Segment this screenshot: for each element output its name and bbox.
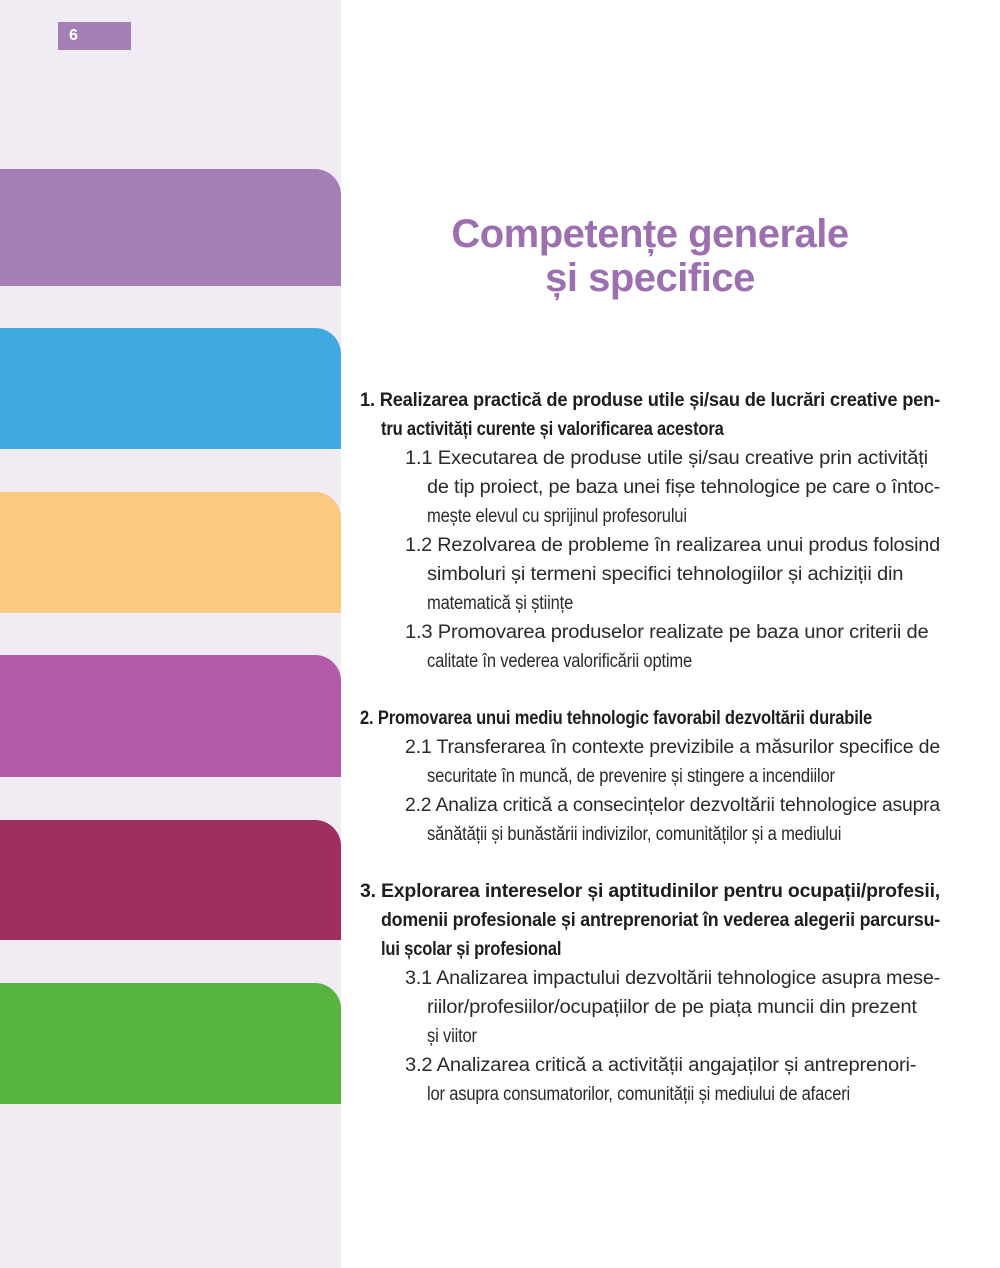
- section-heading-line: [360, 877, 940, 906]
- item-line-text: 2.2 Analiza critică a consecințelor dezvoltării tehnologice asupra: [405, 795, 940, 816]
- item-line-text: mește elevul cu sprijinul profesorului: [427, 506, 687, 527]
- section-heading-line: [360, 386, 940, 415]
- item-line-text: lor asupra consumatorilor, comunității și mediului de afaceri: [427, 1084, 851, 1105]
- item-line: [405, 444, 940, 473]
- item-line-text: securitate în muncă, de prevenire și stingere a incendiilor: [427, 766, 835, 787]
- section-1: [360, 386, 940, 676]
- section-heading-line-text: 3. Explorarea intereselor și aptitudinilor pentru ocupații/profesii,: [360, 881, 940, 902]
- item-line: [427, 560, 940, 589]
- item-line: [427, 502, 940, 531]
- page-number-badge: [58, 22, 131, 50]
- sidebar-block-orange: [0, 492, 341, 613]
- item-line: [405, 733, 940, 762]
- item-line-text: 1.3 Promovarea produselor realizate pe baza unor criterii de: [405, 622, 929, 643]
- section-heading-line: [360, 704, 940, 733]
- item-line: [427, 647, 940, 676]
- item-line-text: 1.1 Executarea de produse utile și/sau creative prin activități: [405, 448, 928, 469]
- section-heading-line-text: 2. Promovarea unui mediu tehnologic favorabil dezvoltării durabile: [360, 708, 873, 729]
- item-line-text: de tip proiect, pe baza unei fișe tehnologice pe care o întoc-: [427, 477, 940, 498]
- section-heading-line: [381, 415, 940, 444]
- item-line: [427, 762, 940, 791]
- item-line-text: 3.2 Analizarea critică a activității angajaților și antreprenori-: [405, 1055, 917, 1076]
- page-title: [360, 212, 940, 300]
- section-heading-line-text: lui școlar și profesional: [381, 939, 562, 960]
- section-heading-line-text: tru activități curente și valorificarea acestora: [381, 419, 724, 440]
- sidebar-block-green: [0, 983, 341, 1104]
- item-line: [405, 791, 940, 820]
- item-line: [427, 820, 940, 849]
- item-line: [405, 1051, 940, 1080]
- content-column: [360, 0, 940, 1109]
- item-line: [405, 964, 940, 993]
- item-line: [405, 618, 940, 647]
- item-line: [427, 1022, 940, 1051]
- item-line: [427, 993, 940, 1022]
- item-line-text: și viitor: [427, 1026, 477, 1047]
- sidebar-block-orchid: [0, 655, 341, 777]
- item-line-text: simboluri și termeni specifici tehnologiilor și achiziții din: [427, 564, 904, 585]
- item-line: [427, 473, 940, 502]
- sidebar-block-maroon: [0, 820, 341, 940]
- item-line-text: matematică și științe: [427, 593, 574, 614]
- item-line-text: 3.1 Analizarea impactului dezvoltării tehnologice asupra mese-: [405, 968, 940, 989]
- item-line-text: sănătății și bunăstării indivizilor, comunităților și a mediului: [427, 824, 842, 845]
- sidebar-block-blue: [0, 328, 341, 449]
- sidebar-block-purple: [0, 169, 341, 286]
- section-heading-line: [381, 906, 940, 935]
- section-heading-line-text: domenii profesionale și antreprenoriat în vederea alegerii parcursu-: [381, 910, 940, 931]
- item-line-text: riilor/profesiilor/ocupațiilor de pe piața muncii din prezent: [427, 997, 917, 1018]
- item-line-text: 2.1 Transferarea în contexte previzibile a măsurilor specifice de: [405, 737, 940, 758]
- item-line: [427, 589, 940, 618]
- page-title-line-2: și specifice: [545, 256, 755, 300]
- sections: [360, 386, 940, 1109]
- left-color-panel: [0, 0, 341, 1268]
- item-line-text: calitate în vederea valorificării optime: [427, 651, 692, 672]
- page-title-line-1: Competențe generale: [451, 212, 849, 256]
- section-heading-line: [381, 935, 940, 964]
- section-heading-line-text: 1. Realizarea practică de produse utile și/sau de lucrări creative pen-: [360, 390, 940, 411]
- item-line: [427, 1080, 940, 1109]
- item-line: [405, 531, 940, 560]
- item-line-text: 1.2 Rezolvarea de probleme în realizarea unui produs folosind: [405, 535, 940, 556]
- page-number: 6: [69, 27, 78, 44]
- section-3: [360, 877, 940, 1109]
- section-2: [360, 704, 940, 849]
